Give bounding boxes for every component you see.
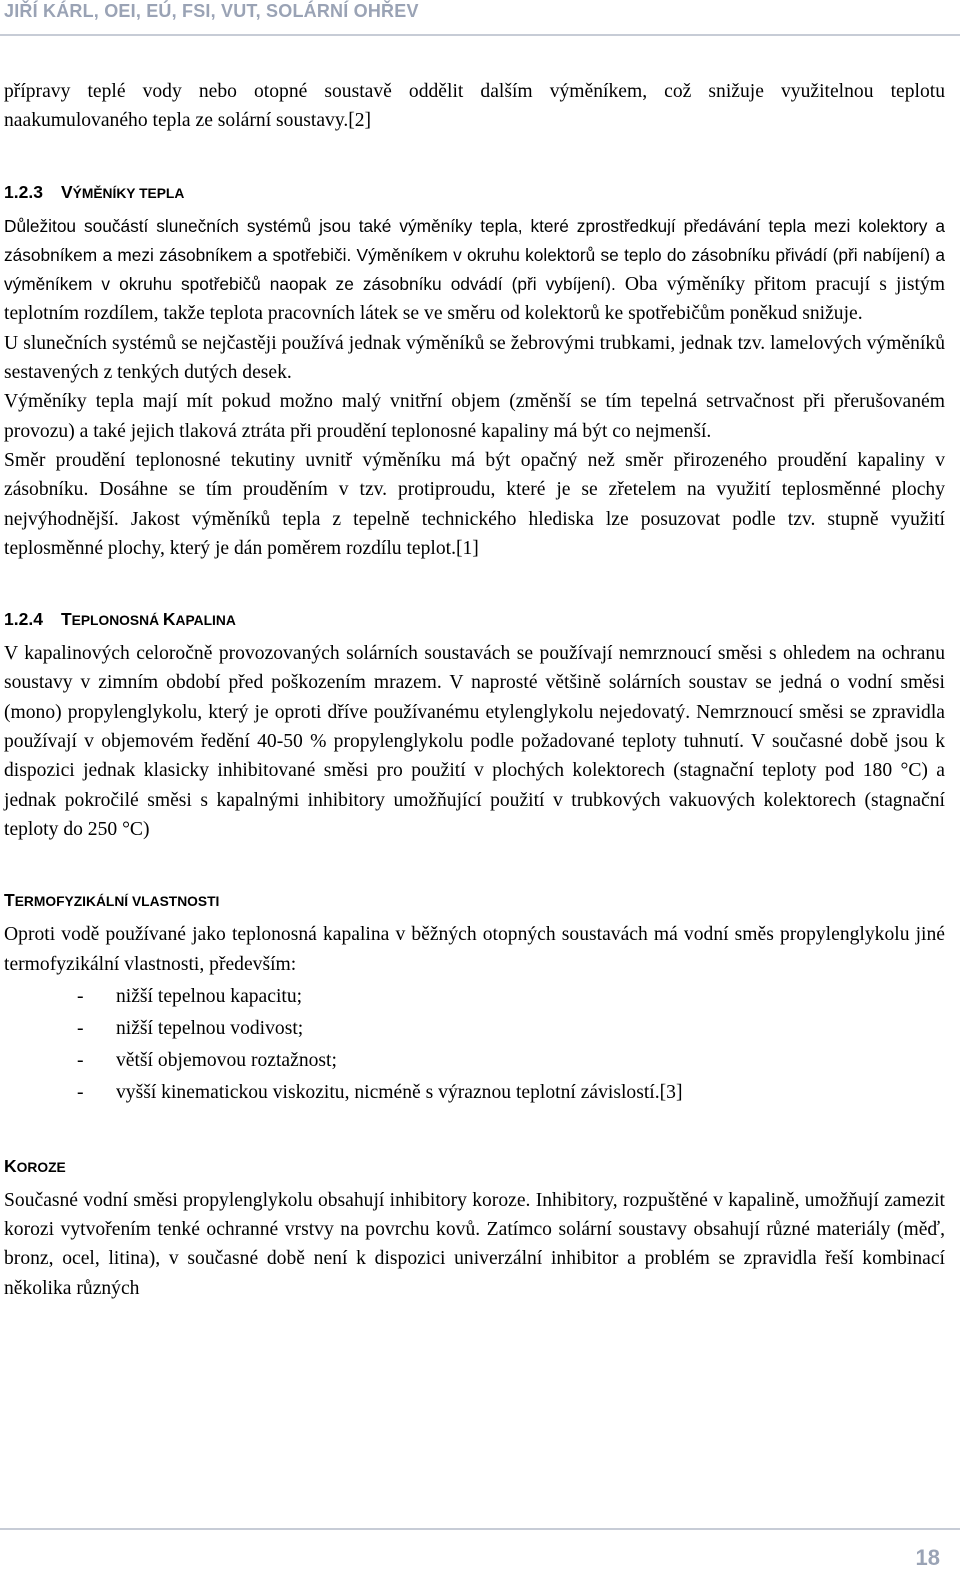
intro-paragraph: přípravy teplé vody nebo otopné soustavě oddělit dalším výměníkem, což snižuje využitelnou teplotu naakumulovaného tepla ze solární soustavy.[2]	[4, 81, 945, 132]
page-body	[4, 77, 945, 1303]
property-list	[4, 982, 945, 1108]
heading-number: 1.2.4	[4, 609, 43, 630]
serif-text-run: Oba výměníky přitom pracují s jistým teplotním rozdílem, takže teplota pracovních látek se ve směru od kolektorů ke spotřebičům poněkud snižuje.	[4, 274, 945, 325]
sans-text-run: Důležitou součástí slunečních systémů jsou také výměníky tepla, které zprostředkují předávání tepla mezi kolektory a zásobníkem a mezi zásobníkem a spotřebiči. Výměníkem v okruhu kolektorů se teplo do zásobníku přivádí (při nabíjení) a výměníkem v okruhu spotřebičů naopak ze zásobníku odvádí (při vybíjení).	[4, 215, 945, 295]
exchangers-paragraph-4: Směr proudění teplonosné tekutiny uvnitř výměníku má být opačný než směr přirozeného proudění kapaliny v zásobníku. Dosáhne se tím prouděním v tzv. protiproudu, které je se zřetelem na využití teplosměnné plochy nejvýhodnější. Jakost výměníků tepla z tepelně technického hlediska lze posuzovat podle tzv. stupně využití teplosměnné plochy, který je dán poměrem rozdílu teplot.[1]	[4, 449, 945, 559]
running-header: JIŘÍ KÁRL, OEI, EÚ, FSI, VUT, SOLÁRNÍ OHŘEV	[4, 1, 419, 21]
heading-number: 1.2.3	[4, 181, 43, 202]
list-item-text: větší objemovou roztažnost;	[116, 1049, 337, 1071]
heading-title-cap: V	[60, 181, 73, 202]
dash-marker: -	[77, 1017, 84, 1039]
heading-title-cap: K	[4, 1155, 17, 1176]
exchangers-paragraph-1	[4, 212, 945, 329]
corrosion-paragraph: Současné vodní směsi propylenglykolu obsahují inhibitory koroze. Inhibitory, rozpuštěné v kapalině, umožňují zamezit korozi vytvořením tenké ochranné vrstvy na povrchu kovů. Zatímco solární soustavy obsahují různé materiály (měď, bronz, ocel, litina), v současné době není k dispozici univerzální inhibitor a problém se zpravidla řeší kombinací několika různých	[4, 1189, 945, 1299]
heading-title-rest: EPLONOSNÁ	[71, 613, 163, 629]
heading-title-cap: T	[4, 890, 15, 911]
heading-termofyzikalni	[4, 886, 945, 916]
heading-title-rest: ÝMĚNÍKY TEPLA	[72, 185, 185, 201]
list-item	[4, 982, 945, 1012]
list-item	[4, 1014, 945, 1044]
heading-1-2-3	[4, 178, 945, 208]
heading-koroze	[4, 1152, 945, 1182]
dash-marker: -	[77, 985, 84, 1007]
page-number: 18	[915, 1545, 940, 1570]
footer-rule	[0, 1528, 960, 1530]
exchangers-paragraph-2: U slunečních systémů se nejčastěji používá jednak výměníků se žebrovými trubkami, jednak tzv. lamelových výměníků sestavených z tenkých dutých desek.	[4, 332, 945, 384]
heading-title-cap: T	[60, 609, 72, 630]
heading-title-rest-2: APALINA	[175, 613, 236, 629]
heading-title-rest: OROZE	[16, 1159, 66, 1175]
list-item	[4, 1046, 945, 1076]
list-item-text: nižší tepelnou vodivost;	[116, 1017, 304, 1039]
heading-title-cap-2: K	[162, 609, 176, 630]
heading-title-rest: ERMOFYZIKÁLNÍ VLASTNOSTI	[14, 894, 220, 910]
dash-marker: -	[77, 1081, 84, 1103]
header-rule	[0, 34, 960, 36]
list-item-text: nižší tepelnou kapacitu;	[116, 985, 303, 1007]
list-item	[4, 1078, 945, 1108]
list-item-text: vyšší kinematickou viskozitu, nicméně s výraznou teplotní závislostí.[3]	[116, 1081, 683, 1103]
dash-marker: -	[77, 1049, 84, 1071]
thermophysical-paragraph: Oproti vodě používané jako teplonosná kapalina v běžných otopných soustavách má vodní směs propylenglykolu jiné termofyzikální vlastnosti, především:	[4, 924, 945, 975]
heat-transfer-fluid-paragraph: V kapalinových celoročně provozovaných solárních soustavách se používají nemrznoucí směsi s ohledem na ochranu soustavy v zimním období před poškozením mrazem. V naprosté většině solárních soustav se jedná o vodní směsi (mono) propylenglykolu, který je oproti dříve používanému etylenglykolu nejedovatý. Nemrznoucí směsi se zpravidla používají v objemovém ředění 40-50 % propylenglykolu podle požadované teploty tuhnutí. V současné době jsou k dispozici jednak klasicky inhibitované směsi pro použití v plochých kolektorech (stagnační teploty pod 180 °C) a jednak pokročilé směsi s kapalnými inhibitory umožňující použití v trubkových vakuových kolektorech (stagnační teploty do 250 °C)	[4, 643, 945, 840]
exchangers-paragraph-3: Výměníky tepla mají mít pokud možno malý vnitřní objem (změnší se tím tepelná setrvačnost při přerušovaném provozu) a také jejich tlaková ztráta při proudění teplonosné kapaliny má být co nejmenší.	[4, 391, 945, 442]
heading-1-2-4	[4, 605, 945, 635]
